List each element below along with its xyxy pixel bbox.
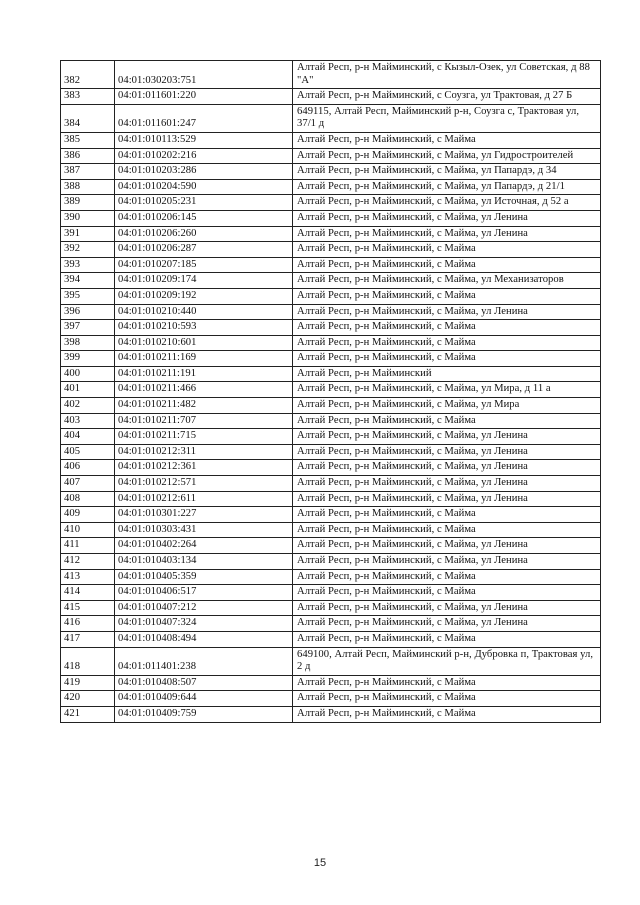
address: Алтай Респ, р-н Майминский, с Майма, ул Механизаторов [293,273,601,289]
address: Алтай Респ, р-н Майминский, с Майма, ул Ленина [293,476,601,492]
table-row [61,304,601,320]
table-row [61,460,601,476]
address: Алтай Респ, р-н Майминский, с Майма [293,507,601,523]
address: Алтай Респ, р-н Майминский, с Майма, ул Ленина [293,210,601,226]
cadastral-number: 04:01:010408:494 [115,631,293,647]
table-row [61,132,601,148]
cadastral-number: 04:01:010211:191 [115,366,293,382]
address: Алтай Респ, р-н Майминский, с Майма [293,257,601,273]
cadastral-number: 04:01:010408:507 [115,675,293,691]
row-number: 417 [61,631,115,647]
address: 649100, Алтай Респ, Майминский р-н, Дубровка п, Трактовая ул, 2 д [293,647,601,675]
address: Алтай Респ, р-н Майминский, с Майма, ул Ленина [293,304,601,320]
row-number: 391 [61,226,115,242]
table-row [61,195,601,211]
cadastral-number: 04:01:011401:238 [115,647,293,675]
table-row [61,89,601,105]
cadastral-number: 04:01:010403:134 [115,554,293,570]
cadastral-number: 04:01:030203:751 [115,61,293,89]
row-number: 383 [61,89,115,105]
row-number: 399 [61,351,115,367]
address: Алтай Респ, р-н Майминский, с Майма [293,351,601,367]
row-number: 414 [61,585,115,601]
row-number: 416 [61,616,115,632]
cadastral-number: 04:01:011601:220 [115,89,293,105]
table-row [61,631,601,647]
table-row [61,382,601,398]
table-row [61,413,601,429]
table-row [61,476,601,492]
row-number: 407 [61,476,115,492]
cadastral-number: 04:01:011601:247 [115,104,293,132]
row-number: 397 [61,320,115,336]
row-number: 398 [61,335,115,351]
row-number: 400 [61,366,115,382]
row-number: 382 [61,61,115,89]
address: Алтай Респ, р-н Майминский, с Майма, ул Мира, д 11 а [293,382,601,398]
address: Алтай Респ, р-н Майминский, с Майма [293,320,601,336]
cadastral-number: 04:01:010301:227 [115,507,293,523]
cadastral-number: 04:01:010211:466 [115,382,293,398]
table-row [61,491,601,507]
address: Алтай Респ, р-н Майминский, с Кызыл-Озек, ул Советская, д 88 "А" [293,61,601,89]
cadastral-number: 04:01:010407:324 [115,616,293,632]
table-row [61,210,601,226]
table-row [61,351,601,367]
row-number: 403 [61,413,115,429]
address: Алтай Респ, р-н Майминский, с Майма [293,335,601,351]
cadastral-number: 04:01:010204:590 [115,179,293,195]
row-number: 395 [61,288,115,304]
row-number: 419 [61,675,115,691]
row-number: 411 [61,538,115,554]
table-row [61,273,601,289]
address: Алтай Респ, р-н Майминский, с Майма, ул Папардэ, д 34 [293,164,601,180]
cadastral-number: 04:01:010209:174 [115,273,293,289]
table-row [61,148,601,164]
row-number: 389 [61,195,115,211]
row-number: 415 [61,600,115,616]
cadastral-number: 04:01:010209:192 [115,288,293,304]
address: Алтай Респ, р-н Майминский, с Майма [293,569,601,585]
address: Алтай Респ, р-н Майминский, с Майма [293,631,601,647]
table-row [61,398,601,414]
table-row [61,226,601,242]
table-row [61,335,601,351]
address: Алтай Респ, р-н Майминский, с Майма, ул Источная, д 52 а [293,195,601,211]
cadastral-number: 04:01:010210:601 [115,335,293,351]
table-row [61,61,601,89]
row-number: 390 [61,210,115,226]
row-number: 409 [61,507,115,523]
row-number: 410 [61,522,115,538]
table-row [61,706,601,722]
cadastral-number: 04:01:010405:359 [115,569,293,585]
row-number: 394 [61,273,115,289]
row-number: 388 [61,179,115,195]
cadastral-number: 04:01:010113:529 [115,132,293,148]
cadastral-number: 04:01:010203:286 [115,164,293,180]
cadastral-number: 04:01:010212:311 [115,444,293,460]
row-number: 408 [61,491,115,507]
address: Алтай Респ, р-н Майминский, с Майма, ул Гидростроителей [293,148,601,164]
table-row [61,600,601,616]
address: Алтай Респ, р-н Майминский, с Соузга, ул Трактовая, д 27 Б [293,89,601,105]
table-row [61,616,601,632]
row-number: 384 [61,104,115,132]
address: 649115, Алтай Респ, Майминский р-н, Соузга с, Трактовая ул, 37/1 д [293,104,601,132]
address: Алтай Респ, р-н Майминский, с Майма, ул Ленина [293,538,601,554]
address: Алтай Респ, р-н Майминский, с Майма [293,242,601,258]
row-number: 401 [61,382,115,398]
cadastral-number: 04:01:010207:185 [115,257,293,273]
table-row [61,647,601,675]
cadastral-number: 04:01:010212:361 [115,460,293,476]
table-row [61,104,601,132]
table-row [61,444,601,460]
table-row [61,288,601,304]
address: Алтай Респ, р-н Майминский, с Майма [293,585,601,601]
row-number: 385 [61,132,115,148]
table-row [61,164,601,180]
cadastral-number: 04:01:010402:264 [115,538,293,554]
cadastral-number: 04:01:010210:440 [115,304,293,320]
table-row [61,569,601,585]
cadastral-number: 04:01:010206:287 [115,242,293,258]
address: Алтай Респ, р-н Майминский, с Майма [293,522,601,538]
table-row [61,675,601,691]
row-number: 396 [61,304,115,320]
cadastral-number: 04:01:010212:571 [115,476,293,492]
address: Алтай Респ, р-н Майминский, с Майма, ул Ленина [293,491,601,507]
row-number: 406 [61,460,115,476]
row-number: 393 [61,257,115,273]
cadastral-number: 04:01:010206:145 [115,210,293,226]
address: Алтай Респ, р-н Майминский, с Майма, ул Ленина [293,554,601,570]
table-row [61,522,601,538]
row-number: 421 [61,706,115,722]
address: Алтай Респ, р-н Майминский, с Майма [293,706,601,722]
address: Алтай Респ, р-н Майминский, с Майма, ул Ленина [293,460,601,476]
row-number: 386 [61,148,115,164]
cadastral-number: 04:01:010212:611 [115,491,293,507]
row-number: 402 [61,398,115,414]
page-number: 15 [313,857,327,869]
cadastral-number: 04:01:010206:260 [115,226,293,242]
cadastral-number: 04:01:010211:169 [115,351,293,367]
cadastral-number: 04:01:010409:644 [115,691,293,707]
table-row [61,257,601,273]
row-number: 392 [61,242,115,258]
table-row [61,242,601,258]
row-number: 413 [61,569,115,585]
table-row [61,429,601,445]
row-number: 420 [61,691,115,707]
row-number: 387 [61,164,115,180]
address: Алтай Респ, р-н Майминский, с Майма [293,691,601,707]
table-row [61,554,601,570]
address: Алтай Респ, р-н Майминский, с Майма, ул Ленина [293,429,601,445]
cadastral-number: 04:01:010205:231 [115,195,293,211]
table-row [61,507,601,523]
address: Алтай Респ, р-н Майминский, с Майма, ул Ленина [293,444,601,460]
row-number: 405 [61,444,115,460]
table-row [61,366,601,382]
address: Алтай Респ, р-н Майминский, с Майма, ул Ленина [293,600,601,616]
table-row [61,585,601,601]
cadastral-table-body [61,61,601,723]
cadastral-number: 04:01:010407:212 [115,600,293,616]
address: Алтай Респ, р-н Майминский, с Майма [293,288,601,304]
cadastral-table [60,60,601,723]
cadastral-number: 04:01:010303:431 [115,522,293,538]
address: Алтай Респ, р-н Майминский, с Майма, ул Ленина [293,616,601,632]
address: Алтай Респ, р-н Майминский [293,366,601,382]
row-number: 404 [61,429,115,445]
table-row [61,538,601,554]
cadastral-number: 04:01:010211:707 [115,413,293,429]
cadastral-number: 04:01:010210:593 [115,320,293,336]
cadastral-number: 04:01:010211:482 [115,398,293,414]
address: Алтай Респ, р-н Майминский, с Майма, ул Папардэ, д 21/1 [293,179,601,195]
table-row [61,179,601,195]
cadastral-number: 04:01:010409:759 [115,706,293,722]
cadastral-number: 04:01:010406:517 [115,585,293,601]
address: Алтай Респ, р-н Майминский, с Майма, ул Ленина [293,226,601,242]
row-number: 412 [61,554,115,570]
cadastral-number: 04:01:010202:216 [115,148,293,164]
address: Алтай Респ, р-н Майминский, с Майма, ул Мира [293,398,601,414]
address: Алтай Респ, р-н Майминский, с Майма [293,675,601,691]
cadastral-number: 04:01:010211:715 [115,429,293,445]
table-row [61,320,601,336]
table-row [61,691,601,707]
address: Алтай Респ, р-н Майминский, с Майма [293,132,601,148]
address: Алтай Респ, р-н Майминский, с Майма [293,413,601,429]
row-number: 418 [61,647,115,675]
